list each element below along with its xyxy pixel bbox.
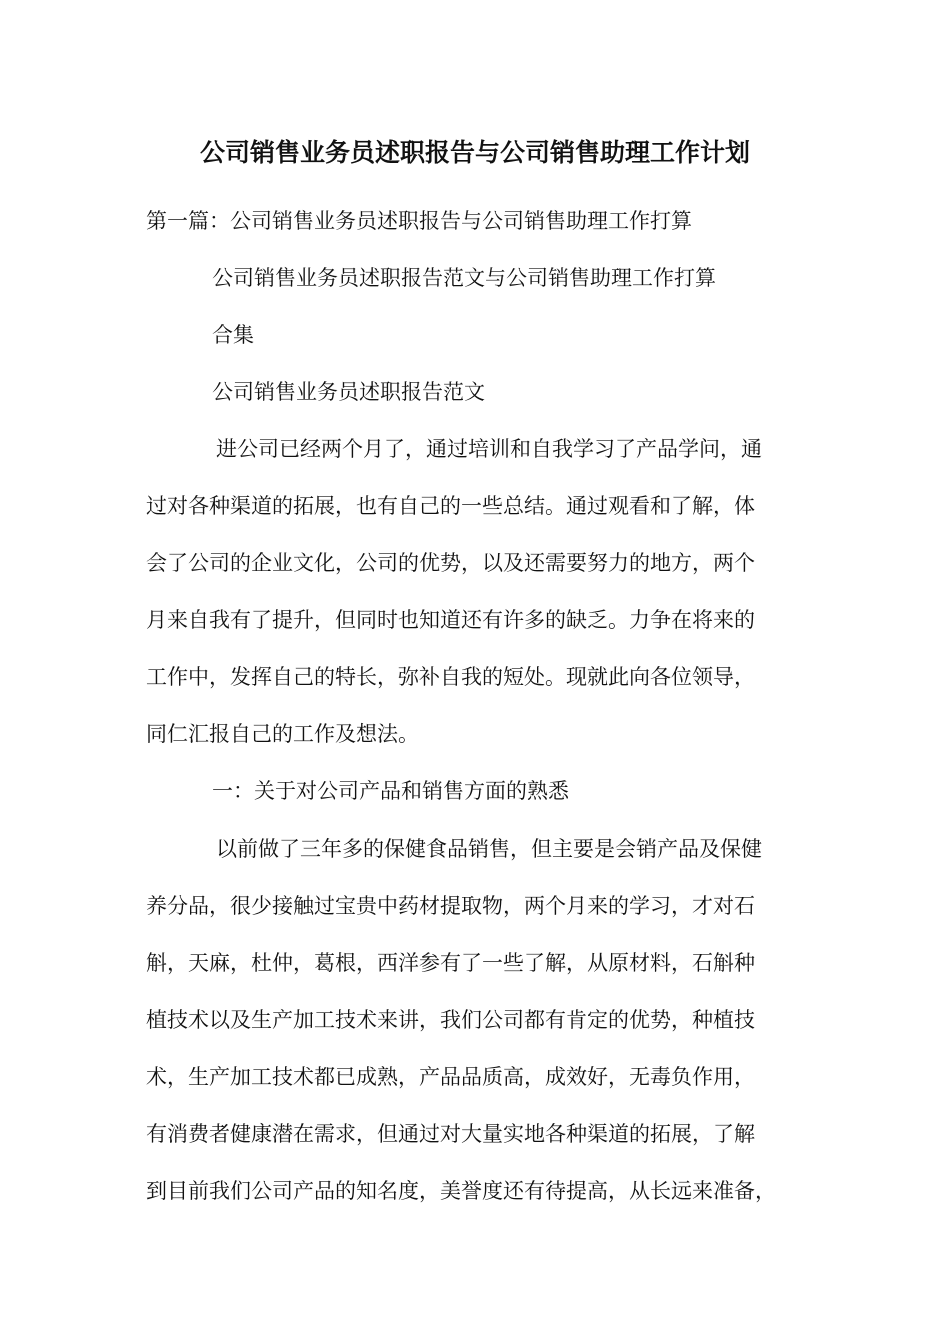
paragraph-line: 养分品，很少接触过宝贵中药材提取物，两个月来的学习，才对石 [146,894,755,918]
paragraph-line: 斛，天麻，杜仲，葛根，西洋参有了一些了解，从原材料，石斛种 [146,951,755,975]
article-title: 公司销售业务员述职报告范文 [212,380,485,404]
subsection-heading: 公司销售业务员述职报告范文与公司销售助理工作打算 [212,266,716,290]
paragraph-line: 工作中，发挥自己的特长，弥补自我的短处。现就此向各位领导， [146,665,755,689]
paragraph-line: 到目前我们公司产品的知名度，美誉度还有待提高，从长远来准备， [146,1179,776,1203]
subsection-heading-continued: 合集 [212,323,254,347]
section-subheading: 一：关于对公司产品和销售方面的熟悉 [212,779,569,803]
paragraph-line: 月来自我有了提升，但同时也知道还有许多的缺乏。力争在将来的 [146,608,755,632]
section-heading: 第一篇：公司销售业务员述职报告与公司销售助理工作打算 [146,209,692,233]
paragraph-line: 术，生产加工技术都已成熟，产品品质高，成效好，无毒负作用， [146,1065,755,1089]
paragraph-line: 同仁汇报自己的工作及想法。 [146,722,419,746]
paragraph-line: 以前做了三年多的保健食品销售，但主要是会销产品及保健 [216,837,762,861]
paragraph-line: 有消费者健康潜在需求，但通过对大量实地各种渠道的拓展，了解 [146,1122,755,1146]
paragraph-line: 进公司已经两个月了，通过培训和自我学习了产品学问，通 [216,437,762,461]
paragraph-line: 过对各种渠道的拓展，也有自己的一些总结。通过观看和了解，体 [146,494,755,518]
document-title: 公司销售业务员述职报告与公司销售助理工作计划 [199,138,750,167]
paragraph-line: 会了公司的企业文化，公司的优势，以及还需要努力的地方，两个 [146,551,755,575]
paragraph-line: 植技术以及生产加工技术来讲，我们公司都有肯定的优势，种植技 [146,1008,755,1032]
